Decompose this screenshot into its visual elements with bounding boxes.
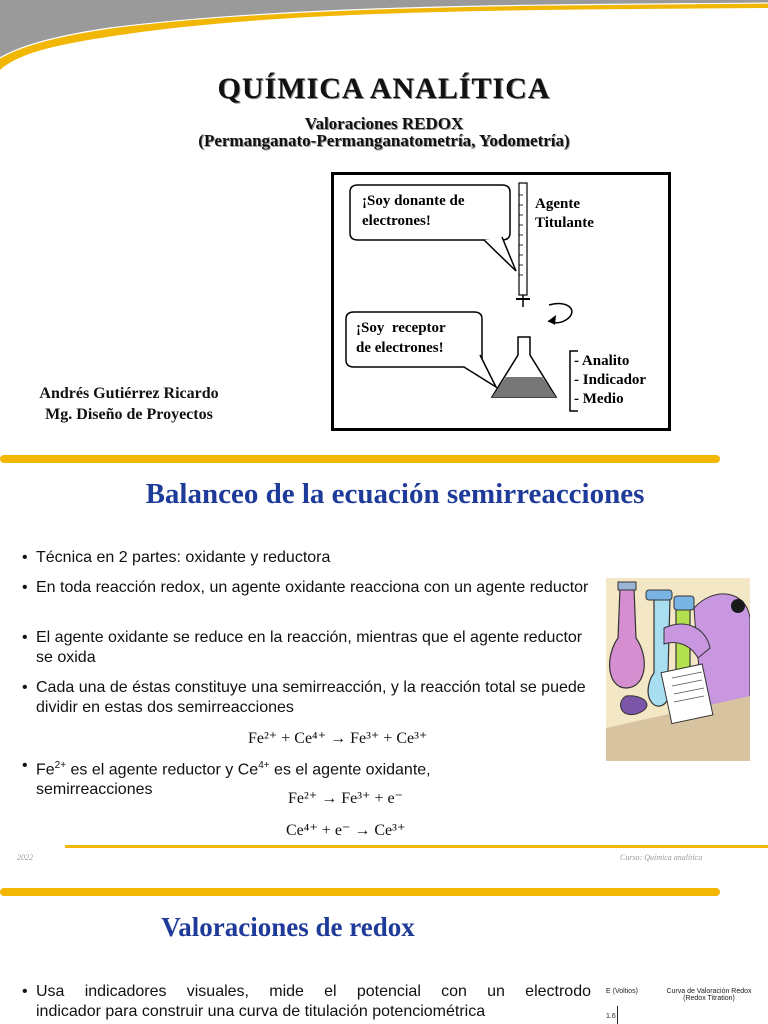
titrant-line-1: Agente [535,196,580,212]
receptor-line-1: ¡Soy receptor [356,320,446,336]
donor-line-2: electrones! [362,213,431,229]
bullet-agente-oxidante: • El agente oxidante se reduce en la reacción, mientras que el agente reductor se oxida [22,629,583,666]
titrant-label [535,195,594,233]
bullet-fe-ce: • $Fe^{2+}$ es el agente reductor y $Ce^{4+}$ es el agente oxidante, semirreacciones [36,756,601,800]
fe-charge: 2+ [54,760,67,771]
analyte-item-analito: - Analito [574,353,630,369]
chart-title-line1: Curva de Valoración Redox [666,988,752,995]
slide2-title: Balanceo de la ecuación semirreacciones [145,478,645,510]
receptor-line-2: de electrones! [356,340,444,356]
chart-title-line2: (Redox Titration) [683,995,735,1002]
ce-charge: 4+ [258,760,270,771]
presentation-subtitle-detail: (Permanganato-Permanganatometría, Yodometría) [198,131,570,150]
bullet-line-1: Usa indicadores visuales, mide el potencial con un electrodo [36,983,591,1000]
analyte-list [574,352,646,409]
lab-scientist-illustration [606,578,750,761]
redox-curve-thumbnail [601,980,761,1024]
author-name: Andrés Gutiérrez Ricardo [39,385,219,402]
bullet-text: Técnica en 2 partes: oxidante y reductora [36,549,331,566]
bullet-text: En toda reacción redox, un agente oxidante reacciona con un agente reductor [36,579,589,596]
footer-year: 2022 [17,853,33,862]
slide3-title: Valoraciones de redox [161,912,415,942]
bullet-indicadores-visuales: • Usa indicadores visuales, mide el potencial con un electrodo indicador para construir una curva de titulación potenciométrica [22,983,591,1020]
bullet-text: El agente oxidante se reduce en la reacción, mientras que el agente reductor se oxida [36,629,583,666]
chart-y-axis [617,1006,618,1024]
bullet5-line1 [36,756,431,780]
bullet5-mid: es el agente reductor y Ce [66,761,259,779]
chart-title [659,988,759,1002]
presentation-subtitle: Valoraciones REDOX [304,114,464,133]
bullet5-line2: semirreacciones [36,781,153,799]
analyte-item-medio: - Medio [574,391,624,407]
donor-line-1: ¡Soy donante de [362,193,465,209]
bullet-text: Cada una de éstas constituye una semirreacción, y la reacción total se puede dividir en estas dos semirreacciones [36,679,586,716]
donor-bubble-text [362,191,465,231]
bullet-line-2: indicador para construir una curva de titulación potenciométrica [36,1003,486,1020]
author-degree: Mg. Diseño de Proyectos [45,406,213,423]
footer-course: Curso: Química analítica [620,853,703,862]
bullet-semirreaccion: • Cada una de éstas constituye una semirreacción, y la reacción total se puede dividir en estas dos semirreacciones [22,679,586,716]
bullet-tecnica: • Técnica en 2 partes: oxidante y reductora [22,549,331,566]
fe-symbol: Fe [36,761,55,779]
redox-titration-figure [331,172,671,431]
bullet5-end: es el agente oxidante, [269,761,431,779]
presentation-title: QUÍMICA ANALÍTICA [217,72,551,105]
footer-rule [65,845,768,848]
equation-oxidation: Fe²⁺ → Fe³⁺ + e⁻ [288,790,404,807]
chart-y-label: E (Voltios) [606,988,638,995]
equation-total: Fe²⁺ + Ce⁴⁺ → Fe³⁺ + Ce³⁺ [248,730,428,747]
header-swoosh-decoration [0,0,768,80]
equation-reduction: Ce⁴⁺ + e⁻ → Ce³⁺ [286,822,406,839]
slide-separator-top [0,455,720,463]
chart-tick: 1.6 [606,1013,616,1020]
analyte-item-indicador: - Indicador [574,372,647,388]
slide-separator-bottom [0,888,720,896]
bullet-reaccion-redox: • En toda reacción redox, un agente oxidante reacciona con un agente reductor [22,579,589,596]
titrant-line-2: Titulante [535,215,594,231]
receptor-bubble-text [356,318,446,358]
